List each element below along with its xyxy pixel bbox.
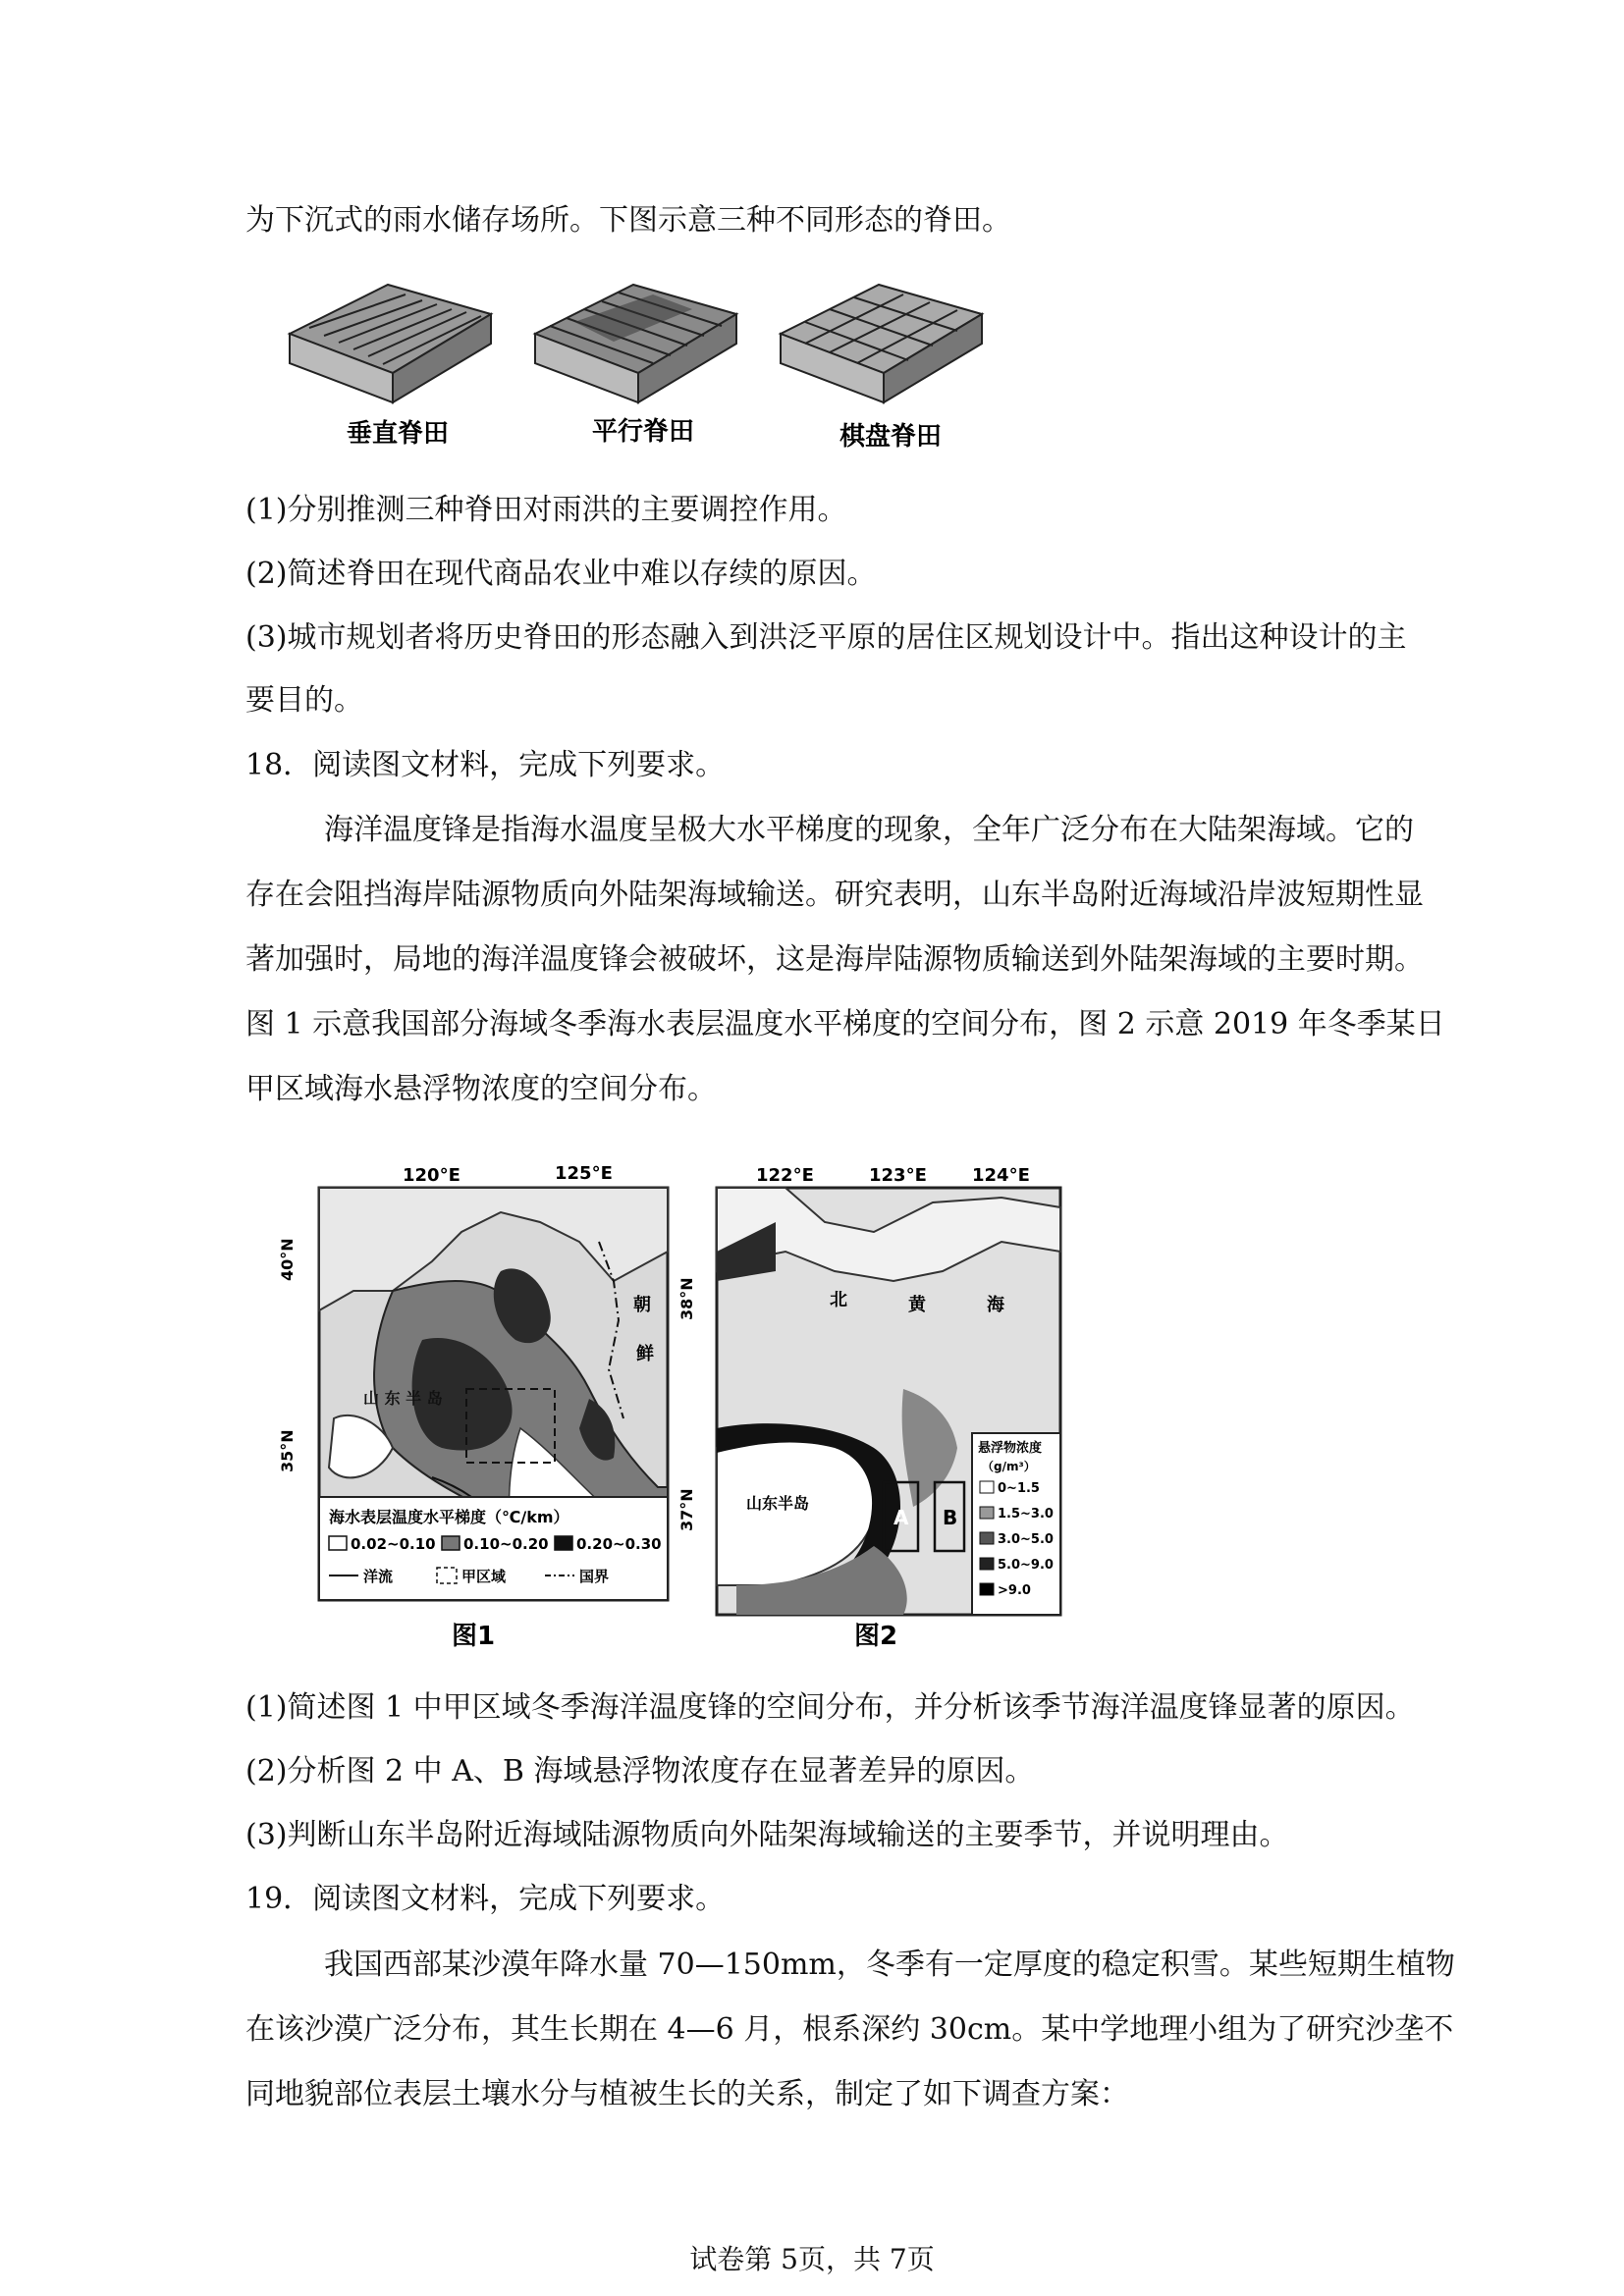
- q17-sub3-line1: (3)城市规划者将历史脊田的形态融入到洪泛平原的居住区规划设计中。指出这种设计的主: [245, 620, 1407, 655]
- q18-para-line3: 著加强时，局地的海洋温度锋会被破坏，这是海岸陆源物质输送到外陆架海域的主要时期。: [245, 942, 1424, 977]
- fig2-lat-38: 38°N: [677, 1277, 696, 1320]
- fig1-legend-item-2: 0.10~0.20: [463, 1535, 549, 1553]
- q19-para-line1: 我国西部某沙漠年降水量 70—150mm，冬季有一定厚度的稳定积雪。某些短期生植物: [324, 1948, 1455, 1982]
- fig2-box-b-label: B: [943, 1506, 958, 1529]
- fig2-shandong-label: 山东半岛: [746, 1494, 810, 1513]
- fig2-box-a-label: A: [893, 1506, 909, 1529]
- fig2-legend-item-4: 5.0~9.0: [998, 1558, 1054, 1573]
- fig1-lat-40: 40°N: [278, 1238, 297, 1281]
- vertical-ridge-block: [290, 285, 491, 402]
- fig2-legend-item-2: 1.5~3.0: [998, 1507, 1054, 1522]
- fig2-lon-124: 124°E: [972, 1165, 1030, 1186]
- ridge-field-figure: [280, 265, 1026, 461]
- q19-heading: 19．阅读图文材料，完成下列要求。: [245, 1882, 726, 1916]
- fig1-legend-current: 洋流: [363, 1568, 394, 1585]
- fig2-legend-unit: （g/m³）: [982, 1460, 1036, 1473]
- q18-heading: 18．阅读图文材料，完成下列要求。: [245, 748, 726, 782]
- fig2-sea-char-3: 海: [987, 1295, 1004, 1315]
- q17-sub2: (2)简述脊田在现代商品农业中难以存续的原因。: [245, 557, 877, 591]
- parallel-ridge-block: [535, 285, 736, 402]
- fig1-legend-item-1: 0.02~0.10: [351, 1535, 436, 1553]
- ridge-label-parallel: 平行脊田: [592, 417, 695, 447]
- page-footer: 试卷第 5页，共 7页: [689, 2243, 935, 2275]
- q18-para-line2: 存在会阻挡海岸陆源物质向外陆架海域输送。研究表明，山东半岛附近海域沿岸波短期性显: [245, 878, 1424, 912]
- q18-para-line1: 海洋温度锋是指海水温度呈极大水平梯度的现象，全年广泛分布在大陆架海域。它的: [324, 813, 1414, 847]
- fig2-caption: 图2: [854, 1622, 898, 1651]
- fig2-legend-item-3: 3.0~5.0: [998, 1532, 1054, 1547]
- fig1-legend-title: 海水表层温度水平梯度（℃/km）: [329, 1508, 569, 1526]
- q18-sub1: (1)简述图 1 中甲区域冬季海洋温度锋的空间分布，并分析该季节海洋温度锋显著的原因。: [245, 1690, 1415, 1725]
- ridge-label-vertical: 垂直脊田: [347, 419, 450, 449]
- fig1-legend-border: 国界: [579, 1568, 610, 1585]
- fig2-legend-item-5: >9.0: [998, 1583, 1031, 1598]
- fig1-lat-35: 35°N: [278, 1429, 297, 1472]
- fig1-caption: 图1: [452, 1622, 496, 1651]
- q18-sub3: (3)判断山东半岛附近海域陆源物质向外陆架海域输送的主要季节，并说明理由。: [245, 1818, 1289, 1852]
- fig1-legend-item-3: 0.20~0.30: [576, 1535, 662, 1553]
- fig1-lon-120: 120°E: [403, 1165, 460, 1186]
- fig2-legend-item-1: 0~1.5: [998, 1481, 1040, 1496]
- figure2-map: [677, 1163, 1080, 1674]
- q19-para-line3: 同地貌部位表层土壤水分与植被生长的关系，制定了如下调查方案：: [245, 2077, 1129, 2111]
- intro-line: 为下沉式的雨水储存场所。下图示意三种不同形态的脊田。: [245, 203, 1011, 238]
- fig2-lat-37: 37°N: [677, 1488, 696, 1531]
- figure1-map: [275, 1163, 677, 1674]
- fig2-lon-122: 122°E: [756, 1165, 814, 1186]
- q19-para-line2: 在该沙漠广泛分布，其生长期在 4—6 月，根系深约 30cm。某中学地理小组为了研究沙垄不: [245, 2012, 1454, 2047]
- fig2-legend-title: 悬浮物浓度: [978, 1441, 1043, 1456]
- fig1-lon-125: 125°E: [555, 1163, 613, 1184]
- fig2-lon-123: 123°E: [869, 1165, 927, 1186]
- fig2-sea-char-1: 北: [830, 1290, 847, 1310]
- fig1-korea-char-1: 朝: [633, 1295, 651, 1315]
- fig1-legend-jia: 甲区域: [461, 1568, 507, 1585]
- checkerboard-ridge-block: [781, 285, 982, 402]
- fig1-shandong-label: 山 东 半 岛: [363, 1389, 443, 1408]
- q17-sub3-line2: 要目的。: [245, 683, 363, 718]
- q17-sub1: (1)分别推测三种脊田对雨洪的主要调控作用。: [245, 493, 847, 527]
- fig1-korea-char-2: 鲜: [636, 1344, 654, 1364]
- fig2-sea-char-2: 黄: [908, 1295, 926, 1315]
- ridge-label-checkerboard: 棋盘脊田: [839, 422, 943, 452]
- q18-para-line4: 图 1 示意我国部分海域冬季海水表层温度水平梯度的空间分布，图 2 示意 2019 年冬季某日: [245, 1007, 1445, 1041]
- q18-para-line5: 甲区域海水悬浮物浓度的空间分布。: [245, 1072, 717, 1106]
- q18-sub2: (2)分析图 2 中 A、B 海域悬浮物浓度存在显著差异的原因。: [245, 1754, 1035, 1789]
